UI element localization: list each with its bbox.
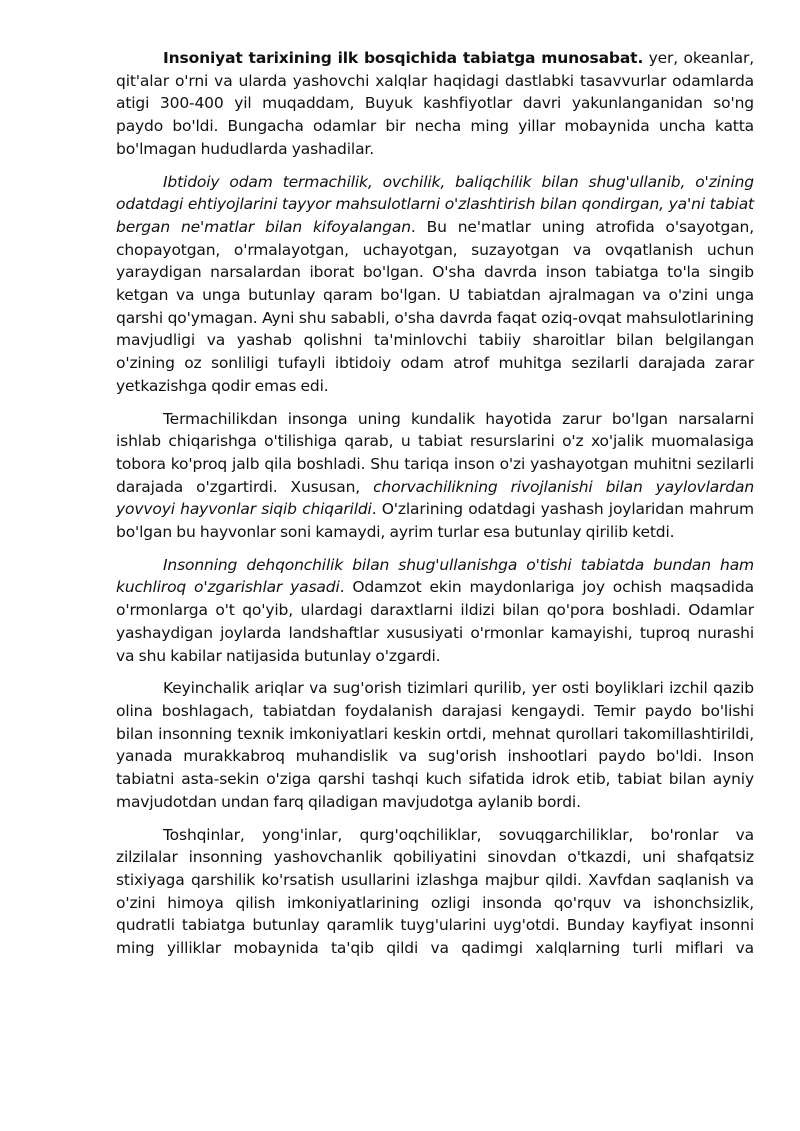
paragraph-4-italic-lead: Insonning dehqonchilik bilan shug'ullanishga o'tishi tabiatda bundan ham kuchliroq o'zgarishlar yasadi [116,555,754,597]
paragraph-1 [116,47,754,161]
paragraph-6-text: Toshqinlar, yong'inlar, qurg'oqchiliklar, sovuqgarchiliklar, bo'ronlar va zilzilalar insonning yashovchanlik qobiliyatini sinovdan o'tkazdi, uni shafqatsiz stixiyaga qarshilik ko'rsatish usullarini izlashga majbur qildi. Xavfdan saqlanish va o'zini himoya qilish imkoniyatlarining ozligi insonda qo'rquv va ishonchsizlik, qudratli tabiatga butunlay qaramlik tuyg'ularini uyg'otdi. Bunday kayfiyat insonni ming yilliklar mobaynida ta'qib qildi va qadimgi xalqlarning turli miflari va [116,825,754,958]
paragraph-2 [116,171,754,398]
paragraph-3-text-start: Termachilikdan insonga uning kundalik hayotida zarur bo'lgan narsalarni ishlab chiqarishga o'tilishiga qarab, u tabiat resurslarini o'z xo'jalik muomalasiga tobora ko'proq jalb qila boshladi. Shu tariqa inson o'zi yashayotgan muhitni sezilarli darajada o'zgartirdi. Xususan, [116,409,754,496]
paragraph-6 [116,824,754,960]
paragraph-4 [116,554,754,668]
paragraph-3-italic: chorvachilikning rivojlanishi bilan yaylovlardan yovvoyi hayvonlar siqib chiqarildi [116,477,755,519]
paragraph-4-text: . Odamzot ekin maydonlariga joy ochish maqsadida o'rmonlarga o't qo'yib, ulardagi daraxtlarni ildizi bilan qo'pora boshladi. Odamlar yashaydigan joylarda landshaftlar xususiyati o'rmonlar kamayishi, tuproq nurashi va shu kabilar natijasida butunlay o'zgardi. [116,578,754,665]
paragraph-5 [116,677,754,813]
paragraph-2-italic-lead: Ibtidoiy odam termachilik, ovchilik, baliqchilik bilan shug'ullanib, o'zining odatdagi ehtiyojlarini tayyor mahsulotlarni o'zlashtirish bilan qondirgan, ya'ni tabiat bergan ne'matlar bilan kifoyalangan [116,172,754,236]
paragraph-5-text: Keyinchalik ariqlar va sug'orish tizimlari qurilib, yer osti boyliklari izchil qazib olina boshlagach, tabiatdan foydalanish darajasi kengaydi. Temir paydo bo'lishi bilan insonning texnik imkoniyatlari keskin ortdi, mehnat qurollari takomillashtirildi, yanada murakkabroq muhandislik va sug'orish inshootlari paydo bo'ldi. Inson tabiatni asta-sekin o'ziga qarshi tashqi kuch sifatida idrok etib, tabiat bilan ayniy mavjudotdan undan farq qiladigan mavjudotga aylanib bordi. [116,679,754,811]
paragraph-3-text-end: . O'zlarining odatdagi yashash joylaridan mahrum bo'lgan bu hayvonlar soni kamaydi, ayrim turlar esa butunlay qirilib ketdi. [116,500,754,542]
paragraph-1-heading: Insoniyat tarixining ilk bosqichida tabiatga munosabat. [163,49,644,67]
paragraph-3 [116,408,754,544]
paragraph-2-text: . Bu ne'matlar uning atrofida o'sayotgan, chopayotgan, o'rmalayotgan, uchayotgan, suzayotgan va ovqatlanish uchun yaraydigan narsalardan iborat bo'lgan. O'sha davrda inson tabiatga to'la singib ketgan va unga butunlay qaram bo'lgan. U tabiatdan ajralmagan va o'zini unga qarshi qo'ymagan. Ayni shu sababli, o'sha davrda faqat oziq-ovqat mahsulotlarining mavjudligi va yashab qolishni ta'minlovchi tabiiy sharoitlar bilan belgilangan o'zining oz sonliligi tufayli ibtidoiy odam atrof muhitga sezilarli darajada zarar yetkazishga qodir emas edi. [116,217,754,395]
paragraph-1-text: yer, okeanlar, qit'alar o'rni va ularda yashovchi xalqlar haqidagi dastlabki tasavvurlar odamlarda atigi 300-400 yil muqaddam, Buyuk kashfiyotlar davri yakunlanganidan so'ng paydo bo'ldi. Bungacha odamlar bir necha ming yillar mobaynida uncha katta bo'lmagan hududlarda yashadilar. [116,49,754,158]
document-page [116,47,754,970]
